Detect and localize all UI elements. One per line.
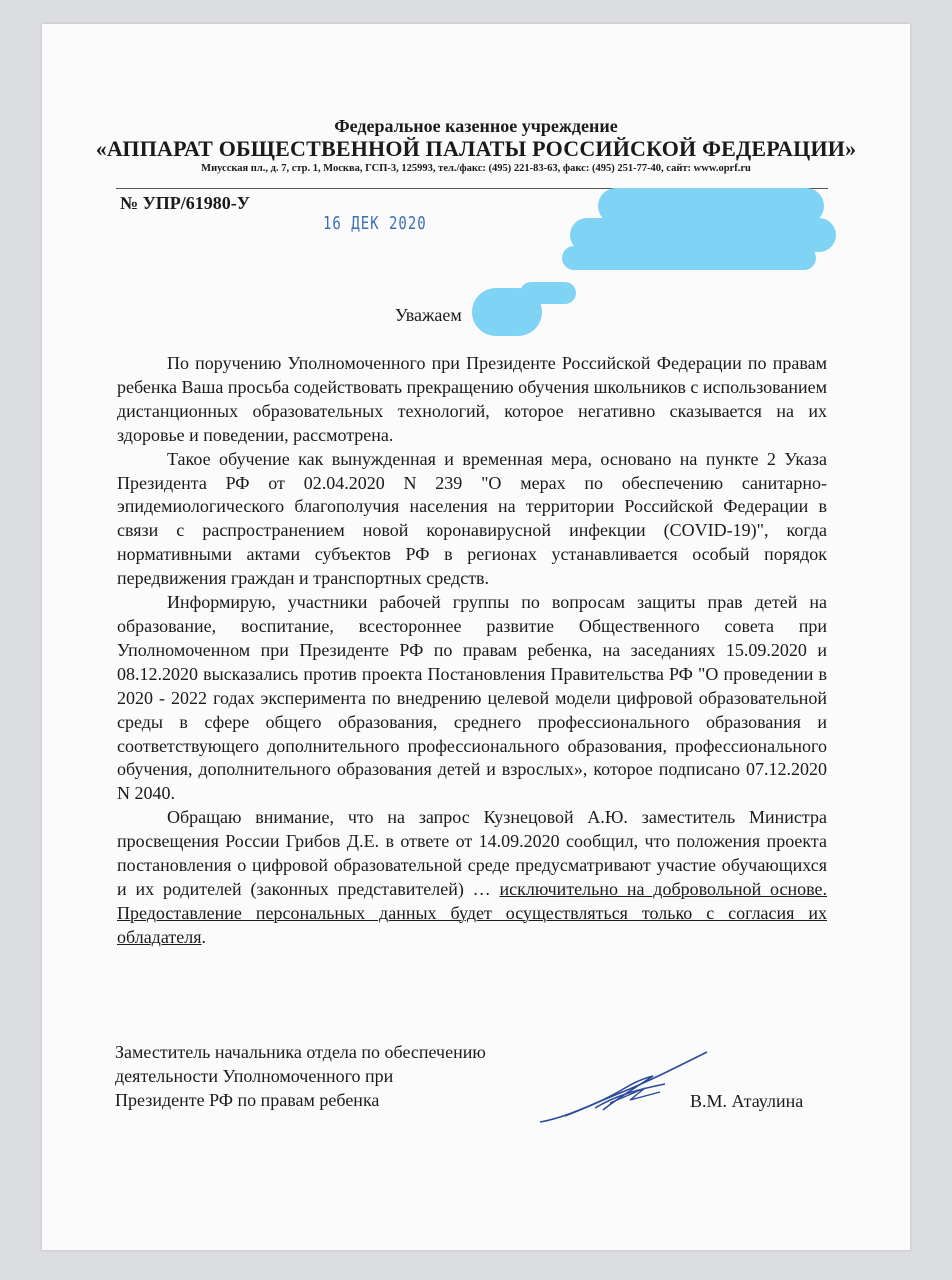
greeting: Уважаем <box>395 305 462 325</box>
paragraph-1: По поручению Уполномоченного при Президенте Российской Федерации по правам ребенка Ваша просьба содействовать прекращению обучения школьников с использованием дистанционных образовательных технологий, которое негативно сказывается на их здоровье и поведении, рассмотрена. <box>117 353 827 445</box>
redaction-recipient-name-2 <box>520 282 576 304</box>
paragraph-4-underlined: исключительно на добровольной основе. Предоставление персональных данных будет осуществляться только с согласия их обладателя <box>117 878 827 947</box>
signer-title-line-3: Президенте РФ по правам ребенка <box>115 1090 380 1110</box>
letter-number: № УПР/61980-У <box>120 193 250 213</box>
paragraph-4-end: . <box>201 926 206 947</box>
paragraph-2: Такое обучение как вынужденная и временная мера, основано на пункте 2 Указа Президента РФ от 02.04.2020 N 239 "О мерах по обеспечению санитарно-эпидемиологического благополучия населения на территории Российской Федерации в связи с распространением новой коронавирусной инфекции (COVID-19)", когда нормативными актами субъектов РФ в регионах устанавливается особый порядок передвижения граждан и транспортных средств. <box>117 448 827 589</box>
signer-title-line-2: деятельности Уполномоченного при <box>115 1066 394 1086</box>
letter-body <box>117 352 827 950</box>
signer-title-line-1: Заместитель начальника отдела по обеспечению <box>115 1042 486 1062</box>
org-name: «АППАРАТ ОБЩЕСТВЕННОЙ ПАЛАТЫ РОССИЙСКОЙ ФЕДЕРАЦИИ» <box>95 136 857 161</box>
org-contacts: Миусская пл., д. 7, стр. 1, Москва, ГСП-3, 125993, тел./факс: (495) 221-83-63, факс: (495) 251-77-40, сайт: www.oprf.ru <box>201 163 751 174</box>
redaction-address-3 <box>562 246 816 270</box>
paragraph-3: Информирую, участники рабочей группы по вопросам защиты прав детей на образование, воспитание, всестороннее развитие Общественного совета при Уполномоченном при Президенте РФ по правам ребенка, на заседаниях 15.09.2020 и 08.12.2020 высказались против проекта Постановления Правительства РФ "О проведении в 2020 - 2022 годах эксперимента по внедрению целевой модели цифровой образовательной среды в сфере общего образования, среднего профессионального образования и соответствующего дополнительного профессионального образования, профессионального обучения, дополнительного образования детей и взрослых», которое подписано 07.12.2020 N 2040. <box>117 592 827 804</box>
org-type: Федеральное казенное учреждение <box>334 116 618 136</box>
date-stamp: 16 ДЕК 2020 <box>323 214 427 234</box>
paragraph-4 <box>117 806 827 949</box>
paragraph-4-start: Обращаю внимание, что на запрос Кузнецовой А.Ю. заместитель Министра просвещения России Грибов Д.Е. в ответе от 14.09.2020 сообщил, что положения проекта постановления о цифровой образовательной среде предусматривают участие обучающихся и их родителей (законных представителей) … <box>117 807 827 899</box>
handwritten-signature <box>535 1048 715 1128</box>
signer-name: В.М. Атаулина <box>690 1091 804 1111</box>
